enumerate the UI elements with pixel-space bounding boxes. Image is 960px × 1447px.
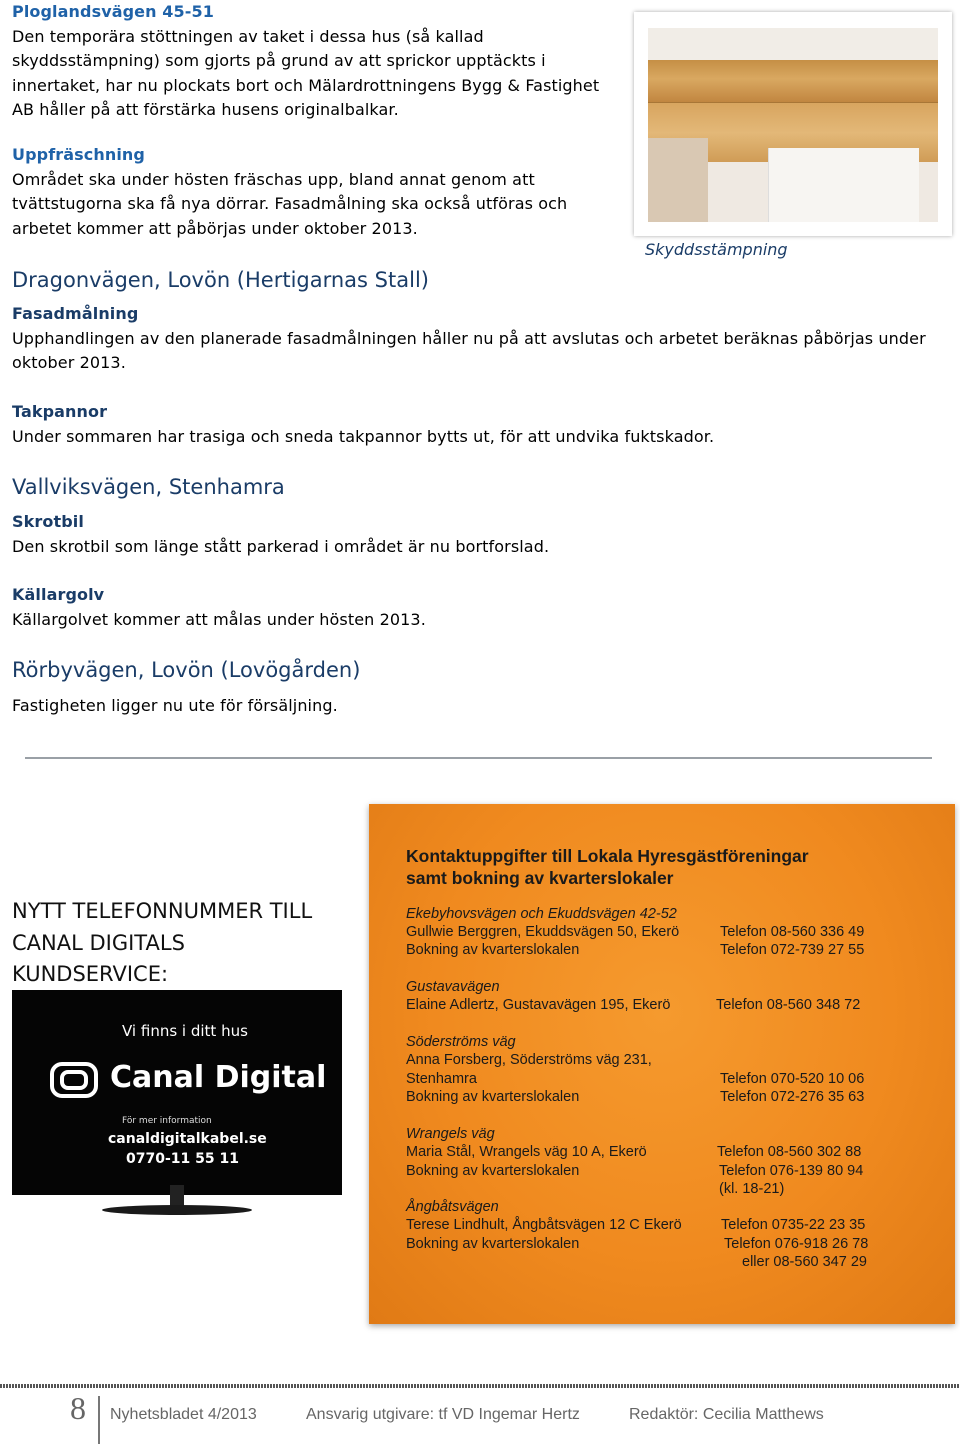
kallargolv-text: Källargolvet kommer att målas under hösten 2013.: [12, 609, 426, 629]
contact-name: Bokning av kvarterslokalen: [406, 1236, 580, 1252]
contact-name: Bokning av kvarterslokalen: [406, 942, 580, 958]
tv-info: För mer information: [122, 1116, 212, 1126]
footer-editor: Redaktör: Cecilia Matthews: [629, 1406, 824, 1423]
kallargolv-section: [12, 583, 952, 632]
tv-phone: 0770-11 55 11: [126, 1151, 239, 1167]
contacts-title: [406, 845, 809, 889]
takpannor-heading: Takpannor: [12, 402, 108, 421]
section-title-ploglands: Ploglandsvägen 45-51: [12, 2, 214, 21]
canal-heading-line: CANAL DIGITALS: [12, 930, 185, 955]
contact-phone: Telefon 070-520 10 06: [720, 1071, 865, 1087]
footer-publisher: Ansvarig utgivare: tf VD Ingemar Hertz: [306, 1406, 580, 1423]
uppfraschning-line: Området ska under hösten fräschas upp, bland annat genom att: [12, 169, 535, 189]
tv-base: [102, 1205, 252, 1215]
ploglands-line: skyddsstämpning) som gjorts på grund av att sprickor upptäckts i: [12, 51, 546, 70]
footer-issue: Nyhetsbladet 4/2013: [110, 1406, 257, 1423]
photo-caption: Skyddsstämpning: [645, 240, 788, 259]
footer-rule: [0, 1384, 960, 1388]
contact-name: Maria Stål, Wrangels väg 10 A, Ekerö: [406, 1144, 647, 1160]
contact-phone: Telefon 076-139 80 94: [719, 1163, 864, 1179]
tv-brand: Canal Digital: [110, 1060, 327, 1095]
contact-phone: Telefon 08-560 302 88: [717, 1144, 862, 1160]
contact-name: Anna Forsberg, Söderströms väg 231,: [406, 1052, 652, 1068]
fasadmalning-heading: Fasadmålning: [12, 304, 139, 323]
tv-url: canaldigitalkabel.se: [108, 1131, 267, 1147]
contact-phone: Telefon 072-739 27 55: [720, 942, 865, 958]
contact-area: Ångbåtsvägen: [406, 1199, 499, 1215]
kallargolv-heading: Källargolv: [12, 585, 105, 604]
contact-phone: Telefon 08-560 348 72: [716, 997, 861, 1013]
contact-phone: Telefon 076-918 26 78: [724, 1236, 869, 1252]
skrotbil-heading: Skrotbil: [12, 512, 84, 531]
contact-name: Bokning av kvarterslokalen: [406, 1163, 580, 1179]
section-title-vallvik: Vallviksvägen, Stenhamra: [12, 475, 285, 499]
contacts-box: [369, 804, 955, 1324]
contact-area: Wrangels väg: [406, 1126, 495, 1142]
fasadmalning-line: Upphandlingen av den planerade fasadmålningen håller nu på att avslutas och arbetet beräknas påbörjas under: [12, 328, 926, 348]
tv-stand: [170, 1185, 184, 1207]
skyddsstampning-photo: [648, 28, 938, 222]
dragon-section: [12, 302, 952, 376]
contact-name: Terese Lindhult, Ångbåtsvägen 12 C Ekerö: [406, 1217, 682, 1233]
contact-name: Gullwie Berggren, Ekuddsvägen 50, Ekerö: [406, 924, 680, 940]
contact-note: (kl. 18-21): [719, 1181, 785, 1197]
skrotbil-text: Den skrotbil som länge stått parkerad i området är nu bortforslad.: [12, 536, 550, 556]
top-section: [12, 0, 622, 123]
contacts-title-line: Kontaktuppgifter till Lokala Hyresgästföreningar: [406, 846, 809, 866]
section-divider: [25, 757, 932, 759]
canal-logo-icon: [50, 1062, 98, 1098]
contact-area: Ekebyhovsvägen och Ekuddsvägen 42-52: [406, 906, 677, 922]
contact-name: Elaine Adlertz, Gustavavägen 195, Ekerö: [406, 997, 671, 1013]
contacts-title-line: samt bokning av kvarterslokaler: [406, 868, 674, 888]
canal-heading: [12, 896, 312, 991]
contact-phone: Telefon 072-276 35 63: [720, 1089, 865, 1105]
contact-name: Stenhamra: [406, 1071, 477, 1087]
footer-divider: [98, 1396, 100, 1444]
ploglands-line: innertaket, har nu plockats bort och Mälardrottningens Bygg & Fastighet: [12, 75, 600, 95]
fasadmalning-line: oktober 2013.: [12, 353, 126, 372]
skrotbil-section: [12, 510, 952, 559]
uppfraschning-section: [12, 143, 622, 241]
photo-frame: [634, 12, 952, 236]
section-title-rorby: Rörbyvägen, Lovön (Lovögården): [12, 658, 361, 682]
uppfraschning-line: arbetet kommer att påbörjas under oktober 2013.: [12, 218, 418, 238]
page-number: 8: [70, 1390, 86, 1426]
ploglands-line: AB håller på att förstärka husens originalbalkar.: [12, 100, 399, 119]
uppfraschning-line: tvättstugorna ska få nya dörrar. Fasadmålning ska också utföras och: [12, 194, 568, 213]
contact-phone: Telefon 08-560 336 49: [720, 924, 865, 940]
contact-area: Gustavavägen: [406, 979, 500, 995]
rorby-text: Fastigheten ligger nu ute för försäljning.: [12, 696, 338, 715]
contact-name: Bokning av kvarterslokalen: [406, 1089, 580, 1105]
canal-digital-tv-ad: [12, 990, 342, 1236]
ploglands-line: Den temporära stöttningen av taket i dessa hus (så kallad: [12, 26, 484, 46]
section-title-dragon: Dragonvägen, Lovön (Hertigarnas Stall): [12, 268, 429, 292]
canal-heading-line: NYTT TELEFONNUMMER TILL: [12, 899, 313, 923]
uppfraschning-heading: Uppfräschning: [12, 145, 145, 164]
contact-phone-alt: eller 08-560 347 29: [742, 1254, 867, 1270]
takpannor-text: Under sommaren har trasiga och sneda takpannor bytts ut, för att undvika fuktskador.: [12, 426, 715, 446]
takpannor-section: [12, 400, 952, 449]
contact-area: Söderströms väg: [406, 1034, 516, 1050]
canal-heading-line: KUNDSERVICE:: [12, 962, 169, 986]
contact-phone: Telefon 0735-22 23 35: [721, 1217, 866, 1233]
tv-tagline: Vi finns i ditt hus: [122, 1022, 248, 1040]
